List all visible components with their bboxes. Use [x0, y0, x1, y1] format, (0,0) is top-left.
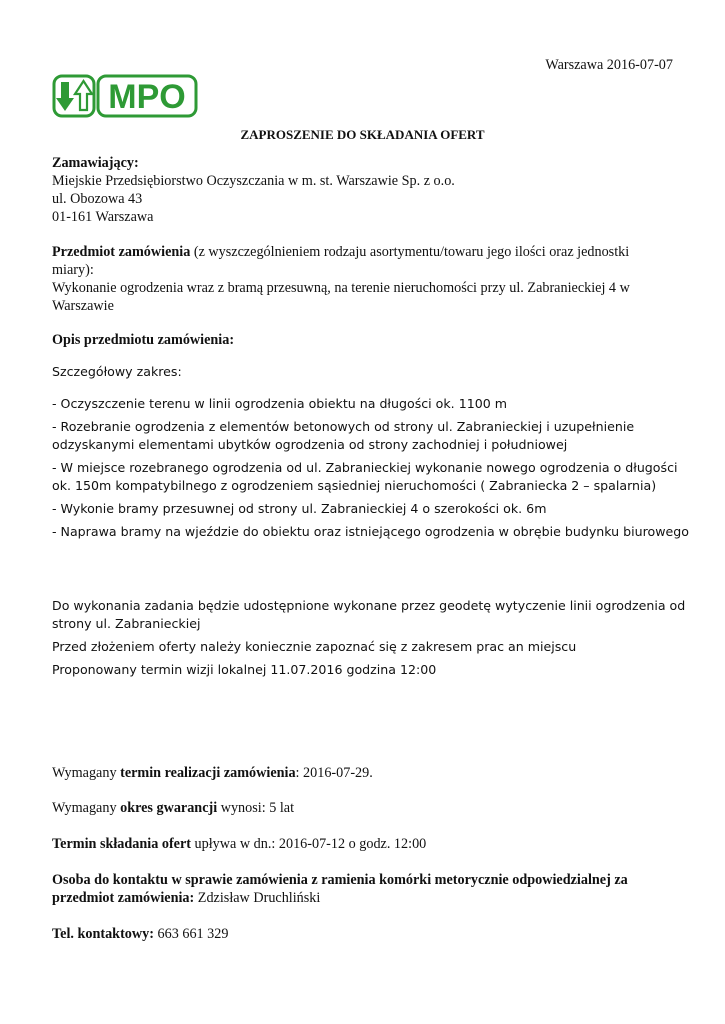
orderer-label: Zamawiający: — [52, 155, 139, 171]
document-date: Warszawa 2016-07-07 — [545, 57, 673, 73]
warranty-prefix: Wymagany — [52, 800, 121, 816]
logo-text: MPO — [108, 78, 186, 116]
warranty-value: wynosi: 5 lat — [217, 800, 295, 816]
contact-phone — [52, 925, 228, 943]
contact-label: Osoba do kontaktu w sprawie zamówienia z ramienia komórki metorycznie odpowiedzialnej za przedmiot zamówienia: — [52, 872, 628, 906]
orderer-street: ul. Obozowa 43 — [52, 191, 143, 207]
scope-item: - Oczyszczenie terenu w linii ogrodzenia obiektu na długości ok. 1100 m — [52, 396, 508, 411]
deadline-value: upływa w dn.: 2016-07-12 o godz. 12:00 — [191, 836, 427, 852]
contact-person — [52, 871, 682, 907]
note-paragraph: Przed złożeniem oferty należy koniecznie zapoznać się z zakresem prac an miejscu — [52, 639, 577, 654]
description-heading: Opis przedmiotu zamówienia: — [52, 332, 235, 348]
offer-deadline — [52, 835, 426, 853]
details-heading: Szczegółowy zakres: — [52, 364, 182, 379]
realization-label: termin realizacji zamówienia — [120, 765, 296, 781]
subject-text: Wykonanie ogrodzenia wraz z bramą przesuwną, na terenie nieruchomości przy ul. Zabranieckiej 4 w Warszawie — [52, 280, 630, 314]
realization-term — [52, 764, 373, 782]
phone-label: Tel. kontaktowy: — [52, 926, 154, 942]
orderer-name: Miejskie Przedsiębiorstwo Oczyszczania w m. st. Warszawie Sp. z o.o. — [52, 173, 455, 189]
contact-value: Zdzisław Druchliński — [194, 890, 321, 906]
scope-item: - W miejsce rozebranego ogrodzenia od ul. Zabranieckiej wykonanie nowego ogrodzenia o długości ok. 150m kompatybilnego z ogrodzeniem sąsiedniej nieruchomości ( Zabraniecka 2 – spalarnia) — [52, 460, 678, 493]
realization-prefix: Wymagany — [52, 765, 121, 781]
scope-list — [52, 395, 692, 546]
scope-item: - Rozebranie ogrodzenia z elementów betonowych od strony ul. Zabranieckiej i uzupełnienie odzyskanymi elementami ubytków ogrodzenia od strony zachodniej i południowej — [52, 419, 635, 452]
subject-label: Przedmiot zamówienia — [52, 244, 191, 260]
warranty-label: okres gwarancji — [120, 800, 218, 816]
note-paragraph: Proponowany termin wizji lokalnej 11.07.2016 godzina 12:00 — [52, 662, 437, 677]
warranty-term — [52, 799, 294, 817]
scope-item: - Naprawa bramy na wjeździe do obiektu oraz istniejącego ogrodzenia w obrębie budynku biurowego — [52, 524, 689, 539]
orderer-block — [52, 154, 672, 226]
scope-item: - Wykonie bramy przesuwnej od strony ul. Zabranieckiej 4 o szerokości ok. 6m — [52, 501, 547, 516]
orderer-city: 01-161 Warszawa — [52, 209, 154, 225]
deadline-label: Termin składania ofert — [52, 836, 191, 852]
subject-block — [52, 243, 672, 315]
subject-note: (z wyszczególnieniem rodzaju asortymentu/towaru jego ilości oraz jednostki miary): — [52, 244, 630, 278]
note-paragraph: Do wykonania zadania będzie udostępnione wykonane przez geodetę wytyczenie linii ogrodzenia od strony ul. Zabranieckiej — [52, 598, 686, 631]
document-title: ZAPROSZENIE DO SKŁADANIA OFERT — [240, 127, 485, 142]
phone-value: 663 661 329 — [153, 926, 229, 942]
realization-value: : 2016-07-29. — [295, 765, 373, 781]
mpo-logo — [52, 74, 198, 118]
notes-block — [52, 597, 692, 684]
